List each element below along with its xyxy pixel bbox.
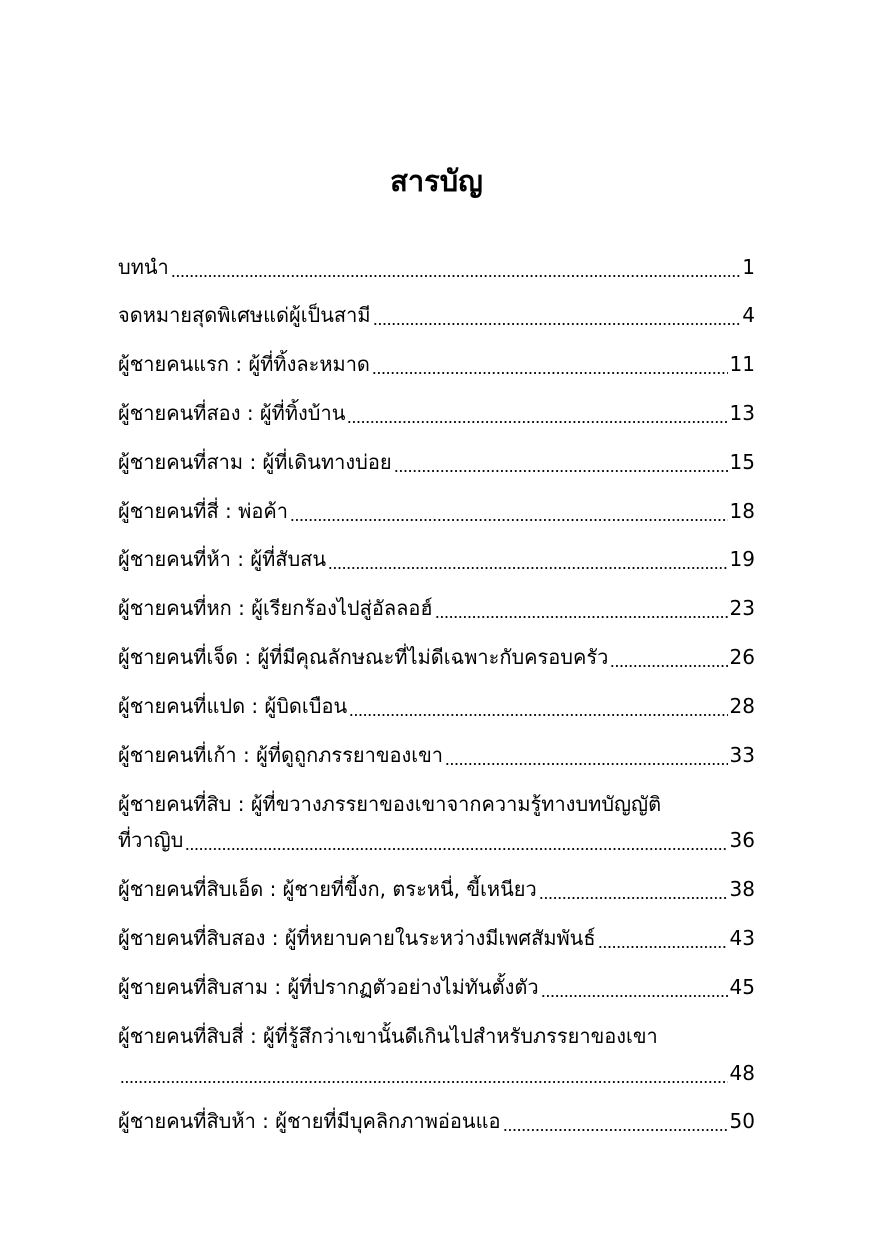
dot-leader: [372, 348, 728, 380]
toc-page-number: 45: [729, 975, 755, 999]
toc-entry-title: ผู้ชายคนที่หก : ผู้เรียกร้องไปสู่อัลลอฮ์: [118, 596, 433, 620]
toc-page-number: 50: [729, 1109, 755, 1133]
toc-entry[interactable]: [118, 299, 755, 331]
dot-leader: [394, 446, 728, 478]
toc-entry[interactable]: [118, 446, 755, 478]
toc-entry-title: ที่วาญิบ: [118, 828, 184, 852]
toc-page-number: 36: [729, 828, 755, 852]
dot-leader: [347, 397, 727, 429]
toc-page-number: 38: [729, 877, 755, 901]
toc-entry[interactable]: [118, 971, 755, 1003]
dot-leader: [598, 922, 728, 954]
toc-entry-title: ผู้ชายคนที่สาม : ผู้ที่เดินทางบ่อย: [118, 450, 392, 474]
dot-leader: [171, 251, 740, 283]
toc-page-number: 43: [729, 926, 755, 950]
toc-entry-title: ผู้ชายคนที่สิบเอ็ด : ผู้ชายที่ขี้งก, ตระหนี่, ขี้เหนียว: [118, 877, 537, 901]
toc-page-number: 13: [729, 401, 755, 425]
dot-leader: [349, 690, 727, 722]
toc-page-number: 26: [729, 645, 755, 669]
toc-entry[interactable]: [118, 824, 755, 856]
toc-entry[interactable]: [118, 543, 755, 575]
toc-page-number: 11: [729, 352, 755, 376]
dot-leader: [328, 543, 728, 575]
toc-page-number: 33: [729, 743, 755, 767]
toc-entry-title: ผู้ชายคนที่สอง : ผู้ที่ทิ้งบ้าน: [118, 401, 346, 425]
toc-entry-title: ผู้ชายคนที่ห้า : ผู้ที่สับสน: [118, 547, 327, 571]
dot-leader: [539, 873, 728, 905]
toc-entry[interactable]: [118, 922, 755, 954]
toc-entry-title: จดหมายสุดพิเศษแด่ผู้เป็นสามี: [118, 303, 371, 327]
toc-entry[interactable]: [118, 397, 755, 429]
toc-entry-title-line: ผู้ชายคนที่สิบ : ผู้ที่ขวางภรรยาของเขาจากความรู้ทางบทบัญญัติ: [118, 792, 662, 816]
toc-entry[interactable]: [118, 1105, 755, 1137]
dot-leader: [541, 971, 728, 1003]
dot-leader: [610, 641, 727, 673]
dot-leader: [435, 592, 728, 624]
toc-entry[interactable]: [118, 873, 755, 905]
toc-entry[interactable]: [118, 495, 755, 527]
toc-entry[interactable]: [118, 348, 755, 380]
toc-page-number: 15: [729, 450, 755, 474]
dot-leader: [503, 1105, 728, 1137]
dot-leader: [373, 299, 741, 331]
toc-entry[interactable]: [118, 251, 755, 283]
toc-page-number: 18: [729, 499, 755, 523]
toc-entry-title: ผู้ชายคนที่สิบสาม : ผู้ที่ปรากฏตัวอย่างไม่ทันตั้งตัว: [118, 975, 539, 999]
toc-entry[interactable]: [118, 641, 755, 673]
toc-entry-title: ผู้ชายคนที่สิบสอง : ผู้ที่หยาบคายในระหว่างมีเพศสัมพันธ์: [118, 926, 596, 950]
toc-entry-title: ผู้ชายคนที่เก้า : ผู้ที่ดูถูกภรรยาของเขา: [118, 743, 444, 767]
dot-leader: [120, 1057, 728, 1089]
toc-entry-title-line: ผู้ชายคนที่สิบสี่ : ผู้ที่รู้สึกว่าเขานั้นดีเกินไปสำหรับภรรยาของเขา: [118, 1024, 658, 1048]
toc-page-number: 48: [729, 1061, 755, 1085]
dot-leader: [290, 495, 728, 527]
toc-page-number: 19: [729, 547, 755, 571]
toc-entry[interactable]: [118, 592, 755, 624]
page-title: สารบัญ: [390, 164, 483, 198]
toc-entry[interactable]: [118, 739, 755, 771]
toc-entry-title: ผู้ชายคนที่สิบห้า : ผู้ชายที่มีบุคลิกภาพอ่อนแอ: [118, 1109, 501, 1133]
toc-page-number: 23: [729, 596, 755, 620]
toc-entry-title: ผู้ชายคนที่เจ็ด : ผู้ที่มีคุณลักษณะที่ไม่ดีเฉพาะกับครอบครัว: [118, 645, 609, 669]
toc-entry[interactable]: [118, 690, 755, 722]
toc-entry-title: ผู้ชายคนแรก : ผู้ที่ทิ้งละหมาด: [118, 352, 370, 376]
dot-leader: [445, 739, 728, 771]
dot-leader: [185, 824, 727, 856]
toc-page-number: 4: [742, 303, 755, 327]
toc-entry-title: บทนำ: [118, 255, 169, 279]
toc-entry-title: ผู้ชายคนที่แปด : ผู้บิดเบือน: [118, 694, 348, 718]
toc-page-number: 1: [742, 255, 755, 279]
toc-page-number: 28: [729, 694, 755, 718]
toc-entry-title: ผู้ชายคนที่สี่ : พ่อค้า: [118, 499, 288, 523]
toc-entry[interactable]: [118, 1057, 755, 1089]
